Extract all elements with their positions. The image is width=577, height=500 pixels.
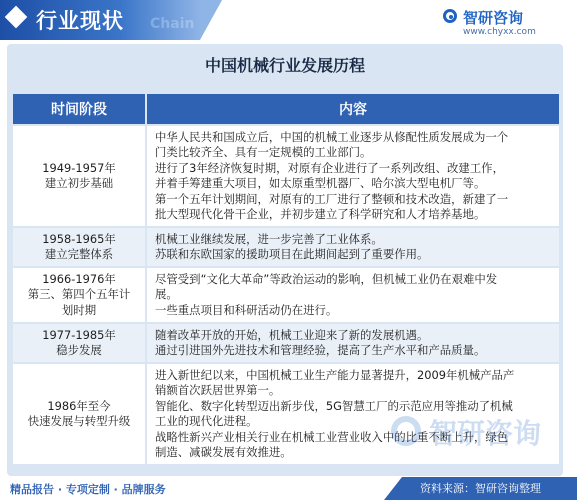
table-row (13, 364, 559, 464)
content-cell (147, 364, 559, 464)
period-label: 第三、第四个五年计 (27, 287, 131, 302)
period-label: 建立完整体系 (44, 247, 114, 261)
period-years: 1958-1965年 (42, 231, 116, 246)
period-years: 1966-1976年 (42, 271, 116, 286)
diamond-icon (5, 6, 28, 29)
content-cell (147, 126, 559, 226)
content-cell (147, 268, 559, 322)
period-label: 建立初步基础 (44, 176, 114, 190)
content-line: 尽管受到“文化大革命”等政治运动的影响，但机械工业仍在艰难中发 (155, 271, 498, 286)
period-years: 1986年至今 (47, 398, 111, 413)
page-title: 行业现状 (36, 9, 124, 33)
content-line: 并着手筹建重大项目，如太原重型机器厂、哈尔滨大型电机厂等。 (155, 176, 486, 190)
period-cell (13, 364, 147, 464)
period-cell (13, 228, 147, 266)
brand-url: www.chyxx.com (463, 27, 536, 37)
brand-logo-icon (443, 9, 457, 23)
footer-source: 资料来源：智研咨询整理 (402, 477, 577, 500)
content-line: 苏联和东欧国家的援助项目在此期间起到了重要作用。 (155, 247, 429, 261)
header-ghost-text: Chain (150, 16, 195, 32)
column-header-period: 时间阶段 (13, 94, 147, 124)
content-line: 战略性新兴产业相关行业在机械工业营业收入中的比重不断上升，绿色 (155, 429, 509, 444)
history-table (13, 92, 559, 466)
content-line: 机械工业继续发展，进一步完善了工业体系。 (155, 231, 383, 246)
period-years: 1949-1957年 (42, 160, 116, 175)
table-row (13, 228, 559, 266)
period-label: 划时期 (61, 302, 97, 317)
period-cell (13, 324, 147, 362)
period-cell (13, 268, 147, 322)
table-header-row (13, 94, 559, 124)
content-line: 智能化、数字化转型迈出新步伐，5G智慧工厂的示范应用等推动了机械 (155, 398, 513, 413)
period-label: 稳步发展 (56, 343, 102, 357)
content-line: 进入新世纪以来，中国机械工业生产能力显著提升，2009年机械产品产 (155, 367, 515, 382)
page-header (0, 0, 577, 40)
table-title: 中国机械行业发展历程 (204, 56, 365, 75)
footer-tagline: 精品报告 · 专项定制 · 品牌服务 (10, 483, 166, 496)
table-row (13, 126, 559, 226)
content-line: 展。 (155, 287, 178, 302)
content-line: 门类比较齐全、具有一定规模的工业部门。 (155, 145, 372, 159)
content-cell (147, 324, 559, 362)
content-line: 工业的现代化进程。 (155, 414, 258, 428)
period-years: 1977-1985年 (42, 327, 116, 342)
content-line: 随着改革开放的开始，机械工业迎来了新的发展机遇。 (155, 327, 429, 342)
table-row (13, 268, 559, 322)
watermark-text: 智研咨询 (429, 417, 542, 450)
content-line: 批大型现代化骨干企业，并初步建立了科学研究和人才培养基地。 (155, 207, 486, 221)
content-line: 通过引进国外先进技术和管理经验，提高了生产水平和产品质量。 (155, 343, 486, 357)
brand-logo (443, 6, 563, 40)
period-label: 快速发展与转型升级 (27, 414, 131, 428)
content-line: 销额首次跃居世界第一。 (155, 383, 281, 397)
content-line: 一些重点项目和科研活动仍在进行。 (155, 302, 338, 317)
brand-name: 智研咨询 (463, 9, 524, 27)
table-row (13, 324, 559, 362)
content-line: 制造、减碳发展有效推进。 (155, 445, 292, 459)
content-line: 进行了3年经济恢复时期，对原有企业进行了一系列改组、改建工作， (155, 160, 504, 175)
column-header-content: 内容 (147, 94, 559, 124)
page-footer (0, 477, 577, 500)
content-cell (147, 228, 559, 266)
period-cell (13, 126, 147, 226)
header-band (0, 0, 200, 40)
content-line: 中华人民共和国成立后，中国的机械工业逐步从修配性质发展成为一个 (155, 129, 509, 144)
content-line: 第一个五年计划期间，对原有的工厂进行了整顿和技术改造，新建了一 (155, 191, 509, 206)
